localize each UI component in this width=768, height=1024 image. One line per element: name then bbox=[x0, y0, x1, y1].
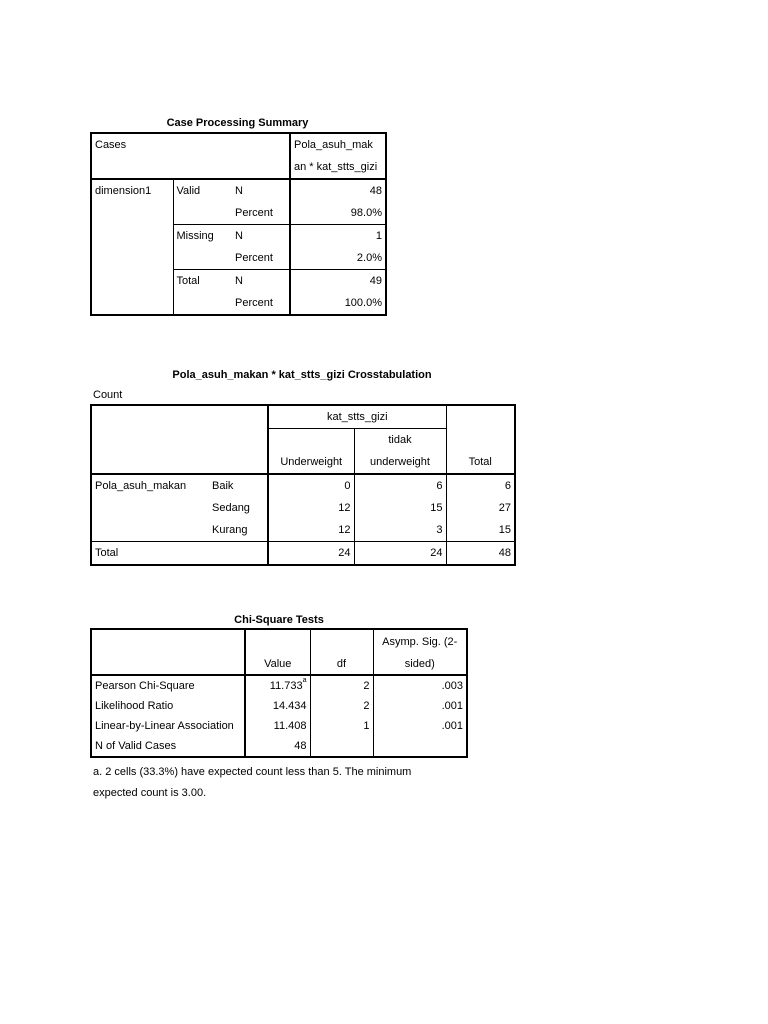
cell-value: 0 bbox=[268, 474, 354, 497]
case-processing-title: Case Processing Summary bbox=[166, 117, 309, 129]
missing-label: Missing bbox=[173, 225, 232, 248]
missing-percent-value: 2.0% bbox=[290, 247, 386, 270]
cell-value bbox=[310, 736, 373, 757]
table-row bbox=[91, 405, 515, 429]
percent-label: Percent bbox=[235, 252, 273, 264]
row-label: Sedang bbox=[212, 502, 250, 514]
cell-value: 11.408 bbox=[245, 716, 310, 736]
table-row bbox=[91, 629, 467, 654]
total-label: Total bbox=[173, 270, 232, 293]
table-row bbox=[91, 270, 386, 293]
cell-value: 27 bbox=[446, 497, 515, 519]
col-underweight: Underweight bbox=[268, 451, 354, 474]
valid-percent-value: 98.0% bbox=[290, 202, 386, 225]
valid-n-value: 48 bbox=[290, 179, 386, 202]
col-sig-line1: Asymp. Sig. (2- bbox=[373, 629, 467, 654]
total-n-value: 49 bbox=[290, 270, 386, 293]
footnote-line: expected count is 3.00. bbox=[93, 787, 207, 799]
table-row bbox=[91, 292, 386, 315]
col-sig-line2: sided) bbox=[373, 654, 467, 675]
table-row bbox=[91, 451, 515, 474]
variable-header-line1: Pola_asuh_mak bbox=[290, 133, 386, 156]
table-row bbox=[91, 474, 515, 497]
row-label: Kurang bbox=[212, 524, 248, 536]
total-percent-value: 100.0% bbox=[290, 292, 386, 315]
col-tidak-line1: tidak bbox=[354, 429, 446, 452]
n-label: N bbox=[232, 225, 290, 248]
cell-value: 12 bbox=[268, 519, 354, 542]
total-row-label: Total bbox=[91, 542, 268, 566]
table-row bbox=[91, 716, 467, 736]
table-row bbox=[91, 133, 386, 156]
chi-square-footnote bbox=[93, 762, 513, 804]
footnote-marker: a bbox=[302, 677, 307, 684]
table-row bbox=[91, 429, 515, 452]
case-processing-table bbox=[90, 132, 387, 316]
cell-value: .001 bbox=[373, 696, 467, 716]
n-label: N bbox=[232, 270, 290, 293]
variable-header-line2: an * kat_stts_gizi bbox=[290, 156, 386, 179]
col-df: df bbox=[310, 654, 373, 675]
row-label: N of Valid Cases bbox=[95, 740, 177, 752]
n-label: N bbox=[232, 179, 290, 202]
chi-square-table bbox=[90, 628, 468, 758]
cell-value: 1 bbox=[310, 716, 373, 736]
percent-label: Percent bbox=[235, 297, 273, 309]
row-label: Baik bbox=[209, 474, 268, 497]
table-row bbox=[91, 247, 386, 270]
cell-value: 6 bbox=[446, 474, 515, 497]
missing-n-value: 1 bbox=[290, 225, 386, 248]
cell-value: .001 bbox=[373, 716, 467, 736]
row-label: Pearson Chi-Square bbox=[91, 675, 245, 696]
group-header: kat_stts_gizi bbox=[268, 405, 446, 429]
table-row bbox=[91, 156, 386, 179]
cell-value: 48 bbox=[245, 736, 310, 757]
crosstab-table bbox=[90, 404, 516, 566]
col-value: Value bbox=[245, 654, 310, 675]
dimension-label: dimension1 bbox=[91, 179, 173, 202]
crosstab-title: Pola_asuh_makan * kat_stts_gizi Crosstabulation bbox=[172, 369, 432, 381]
valid-label: Valid bbox=[173, 179, 232, 202]
cell-value: 2 bbox=[310, 675, 373, 696]
cell-value: 24 bbox=[354, 542, 446, 566]
cell-value: 24 bbox=[268, 542, 354, 566]
cell-value: 12 bbox=[268, 497, 354, 519]
cases-header: Cases bbox=[95, 139, 127, 151]
count-label: Count bbox=[93, 389, 123, 401]
table-row bbox=[91, 179, 386, 202]
table-row bbox=[91, 202, 386, 225]
chi-square-title: Chi-Square Tests bbox=[234, 614, 324, 626]
table-row bbox=[91, 654, 467, 675]
percent-label: Percent bbox=[235, 207, 273, 219]
footnote-line: a. 2 cells (33.3%) have expected count less than 5. The minimum bbox=[93, 766, 412, 778]
table-row bbox=[91, 519, 515, 542]
table-row bbox=[91, 696, 467, 716]
cell-value: 6 bbox=[354, 474, 446, 497]
col-total: Total bbox=[446, 451, 515, 474]
table-row bbox=[91, 736, 467, 757]
cell-value bbox=[373, 736, 467, 757]
cell-value: 15 bbox=[446, 519, 515, 542]
table-row bbox=[91, 542, 515, 566]
cell-value: 14.434 bbox=[245, 696, 310, 716]
cell-value: 15 bbox=[354, 497, 446, 519]
cell-value: .003 bbox=[373, 675, 467, 696]
cell-value: 11.733$^a$ bbox=[245, 675, 310, 696]
row-label: Likelihood Ratio bbox=[95, 700, 174, 712]
row-label: Linear-by-Linear Association bbox=[95, 720, 234, 732]
row-variable-label: Pola_asuh_makan bbox=[91, 474, 209, 497]
table-row bbox=[91, 225, 386, 248]
cell-value: 3 bbox=[354, 519, 446, 542]
table-row bbox=[91, 497, 515, 519]
cell-value: 2 bbox=[310, 696, 373, 716]
table-row bbox=[91, 675, 467, 696]
col-tidak-line2: underweight bbox=[354, 451, 446, 474]
cell-value: 48 bbox=[446, 542, 515, 566]
